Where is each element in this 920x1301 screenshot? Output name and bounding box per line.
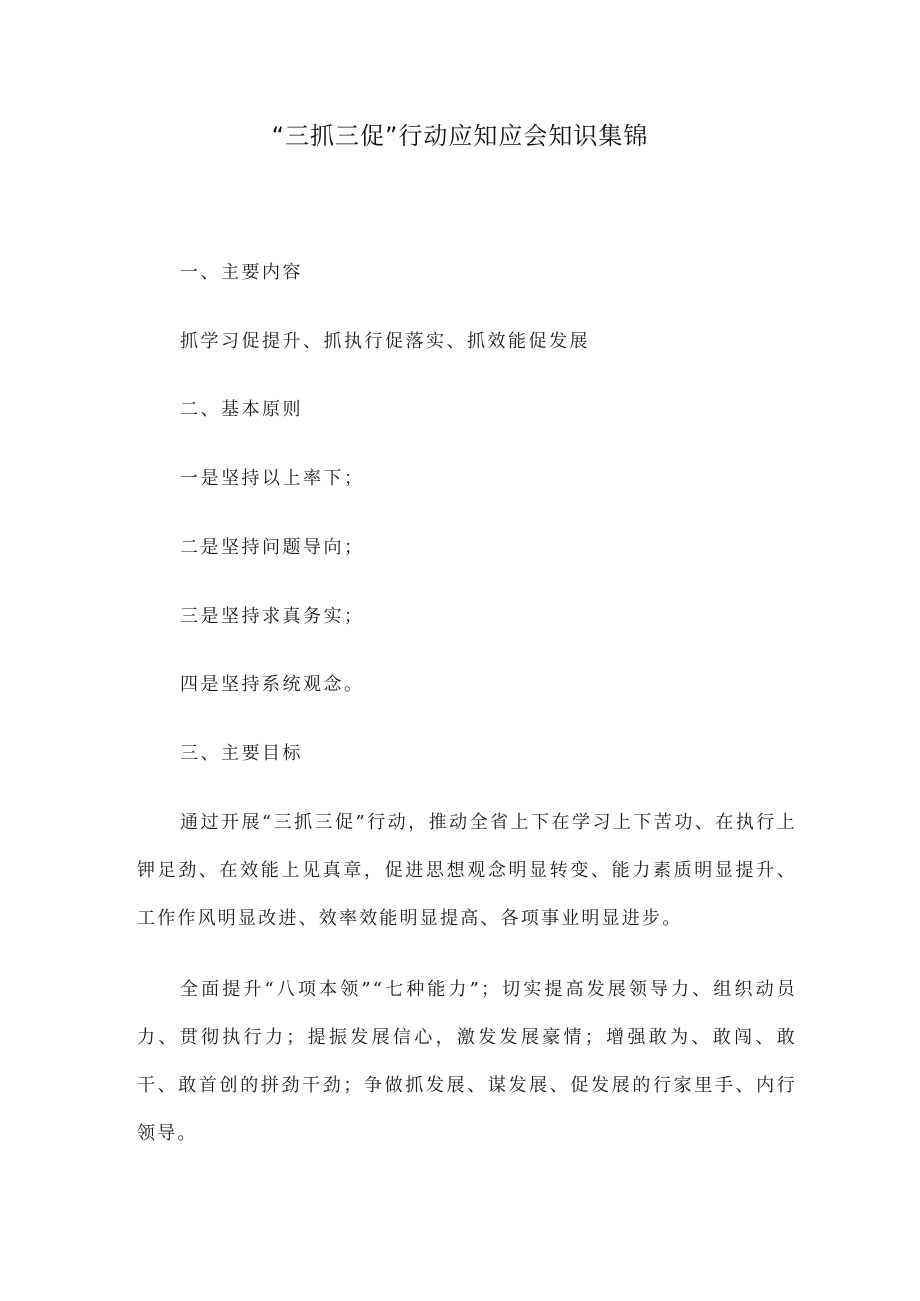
section-heading-principles: 二、基本原则 — [180, 399, 303, 420]
document-title: “三抓三促”行动应知应会知识集锦 — [271, 122, 649, 150]
principle-item: 四是坚持系统观念。 — [180, 674, 365, 695]
goal-paragraph: 全面提升“八项本领”“七种能力”；切实提高发展领导力、组织动员力、贯彻执行力；提振发展信心，激发发展豪情；增强敢为、敢闯、敢干、敢首创的拼劲干劲；争做抓发展、谋发展、促发展的行家里手、内行领导。 — [137, 979, 797, 1144]
goal-paragraph: 通过开展“三抓三促”行动，推动全省上下在学习上下苦功、在执行上钾足劲、在效能上见真章，促进思想观念明显转变、能力素质明显提升、工作作风明显改进、效率效能明显提高、各项事业明显进步。 — [137, 812, 797, 929]
section-heading-main-content: 一、主要内容 — [180, 262, 303, 283]
main-content-text: 抓学习促提升、抓执行促落实、抓效能促发展 — [180, 331, 590, 352]
principle-item: 三是坚持求真务实； — [180, 606, 365, 627]
principle-item: 一是坚持以上率下； — [180, 468, 365, 489]
section-heading-goals: 三、主要目标 — [180, 743, 303, 764]
principle-item: 二是坚持问题导向； — [180, 537, 365, 558]
